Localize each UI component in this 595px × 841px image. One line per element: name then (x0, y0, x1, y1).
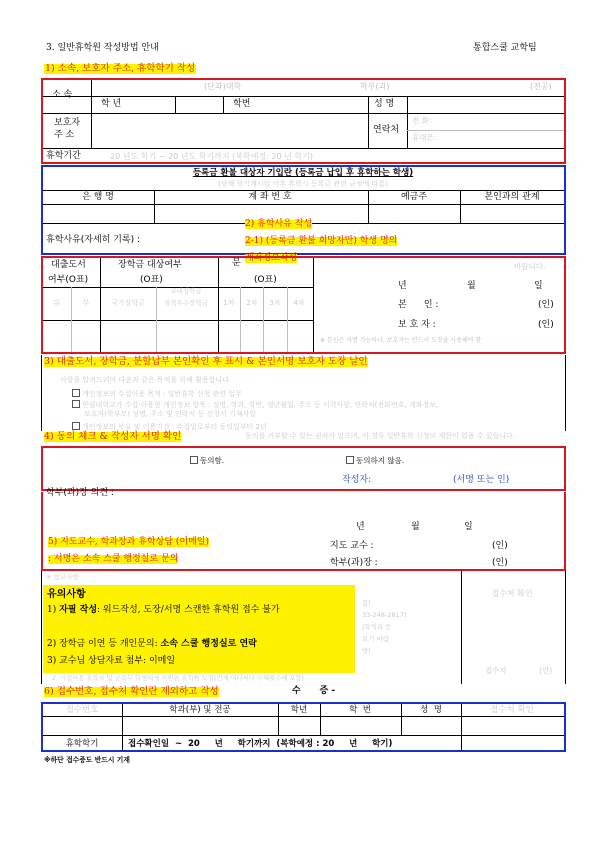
section-4-heading: 4) 동의 체크 & 작성자 서명 확인 (44, 431, 182, 442)
disagree-option[interactable]: 동의하지 않음. (346, 456, 404, 465)
bank-header: 은 행 명 (82, 192, 114, 202)
receipt-term-text[interactable]: 접수확인일 ~ 20 년 학기까지 (복학예정 : 20 년 학기) (128, 739, 393, 749)
footer-note: ※하단 접수증도 반드시 기재 (44, 756, 130, 764)
guardian-seal[interactable]: (인) (538, 320, 554, 330)
callout-2-line1: 2) 휴학사유 작성 (245, 219, 313, 229)
privacy-item-4: 개인정보의 보유 및 이용기간 : 수집일로부터 동의일부터 2년 (72, 422, 267, 431)
page-title: 3. 일반휴학원 작성방법 안내 (46, 43, 159, 53)
refund-title: 등록금 환불 대상자 기입란 (등록금 납입 후 휴학하는 학생) (192, 168, 414, 178)
receipt-year-header: 학년 (290, 705, 308, 715)
writer-signature[interactable]: (서명 또는 인) (453, 475, 510, 485)
callout-2-line2: 2-1) (등록금 환불 희망자만) 학생 명의 (245, 236, 398, 246)
guardian-label-1: 보호자 (54, 118, 81, 128)
name-field[interactable] (408, 97, 563, 112)
notice-item-2: 2) 장학금 이연 등 개인문의: 소속 스쿨 행정실로 연락 (47, 639, 257, 649)
callout-2-line3: 계좌정보작성 (245, 253, 298, 263)
student-id-label: 학번 (233, 99, 251, 109)
section-5-line2: : 서명은 소속 스쿨 행정실로 문의 (48, 554, 179, 564)
receipt-name-field[interactable] (402, 717, 460, 734)
privacy-item-3: 보호자(학부모) 성명, 주소 및 연락처 등 신청서 기재사항 (84, 410, 257, 418)
bg-note-5: 방) (362, 647, 371, 655)
dean-label: 학부(과)장 : (330, 558, 378, 568)
self-seal[interactable]: (인) (538, 300, 554, 310)
scholarship-header: 장학금 대상여부 (118, 260, 182, 270)
bg-note-1: 합) (362, 599, 371, 607)
relation-field[interactable] (461, 205, 563, 222)
contact-label: 연락처 (373, 125, 400, 135)
loan-yes-cell[interactable]: 유 (53, 299, 61, 307)
s5-date-day: 일 (464, 522, 473, 532)
date-day: 일 (534, 281, 543, 291)
reason-label: 휴학사유(자세히 기록) : (46, 235, 141, 245)
receipt-id-header: 학 번 (349, 705, 371, 715)
team-name: 통합스쿨 교학팀 (473, 43, 537, 53)
installment-1-cell[interactable]: 1차 (223, 299, 235, 307)
campus-scholarship-cell[interactable]: 교내장학금 (170, 287, 202, 295)
notice-title: 유의사항 (47, 589, 86, 600)
installment-3-cell[interactable]: 3차 (269, 299, 281, 307)
bg-note-4: 보기 바람 (362, 635, 390, 643)
section-5-line1: 5) 지도교수, 학과장과 휴학상담 (이메일) (48, 537, 209, 547)
installment-header: 분 (232, 258, 241, 268)
advisor-seal[interactable]: (인) (492, 541, 508, 551)
dean-opinion-field[interactable] (140, 487, 540, 507)
section-3-heading: 3) 대출도서, 장학금, 분할납부 본인확인 후 표시 & 본인서명 보호자 도장 날인 (44, 356, 368, 367)
term-label: 휴학기간 (46, 151, 81, 161)
refund-subtitle: (당해 학기개시일 이후 휴학시 등록금 관련 규정에 따름) (218, 180, 388, 188)
student-id-field[interactable] (262, 97, 366, 112)
privacy-tail: 동의를 거부할 수 있는 권리가 있으며, 이 경우 일반휴학 신청의 제한이 있을 수 있습니다. (245, 432, 516, 440)
holder-field[interactable] (369, 205, 459, 222)
installment-subheader: (O표) (254, 275, 277, 285)
scholarship-subheader: (O표) (140, 275, 163, 285)
disagree-checkbox[interactable] (346, 456, 354, 464)
department-field[interactable]: 학부(과) (360, 82, 390, 91)
account-header: 계 좌 번 호 (248, 192, 292, 202)
receipt-check-title: 접수처 확인 (491, 589, 533, 598)
bg-note-2: 33-248-2817) (362, 611, 407, 619)
relation-header: 본인과의 관계 (484, 192, 540, 202)
receipt-number-header: 접수번호 (65, 705, 99, 715)
merit-scholarship-cell[interactable]: 성적우수장학금 (164, 299, 208, 307)
seal-footnote: ※ 본인은 서명 가능하나, 보호자는 반드시 도장을 사용해야 함 (320, 337, 482, 344)
receipt-word: 수 증 - (292, 686, 336, 696)
year-field[interactable] (176, 97, 222, 112)
agree-option[interactable]: 동의함. (190, 456, 224, 465)
bg-footer-note: 2. 기업이용 휴학자 및 군복무 학생에게 지원한 휴학원 보험(언제 어디서나 수혜횟수에 포함) (52, 675, 304, 682)
receipt-dept-field[interactable] (123, 717, 277, 734)
installment-2-cell[interactable]: 2차 (246, 299, 258, 307)
notice-item-1: 1) 자필 작성: 워드작성, 도장/서명 스캔한 휴학원 접수 불가 (47, 605, 280, 615)
holder-header: 예금주 (400, 192, 428, 202)
date-month: 월 (467, 281, 476, 291)
receipt-check-header: 접수처 확인 (490, 705, 534, 715)
privacy-item-1: 개인정보의 수집이용 목적 : 일반휴학 신청 관련 업무 (72, 389, 242, 398)
date-year: 년 (398, 281, 407, 291)
year-label: 학 년 (101, 99, 122, 109)
receipt-dept-header: 학과(부) 및 전공 (169, 705, 231, 715)
guardian-address-field[interactable] (92, 114, 367, 147)
receiver-seal[interactable]: (인) (539, 666, 553, 675)
bg-note-3: |학적과 등 (362, 623, 392, 631)
section-6-heading: 6) 접수번호, 접수처 확인란 제외하고 작성 (44, 686, 219, 697)
notes-corner-label: ※ 참고사항 (46, 573, 79, 581)
notice-tail-text: 바랍니다. (514, 262, 546, 271)
receipt-term-label: 휴학학기 (65, 739, 99, 749)
receiver-label: 접수자 (485, 666, 507, 675)
mobile-field[interactable]: 휴대폰: (412, 133, 437, 142)
dean-opinion-label: 학부(과)장 의견 : (46, 488, 114, 498)
s5-date-month: 월 (411, 522, 420, 532)
term-field[interactable]: 20 년도 학기 ~ 20 년도 학기까지 (복학예정: 20 년 학기) (110, 152, 313, 161)
major-field[interactable]: (전공) (530, 82, 552, 91)
installment-4-cell[interactable]: 4차 (293, 299, 305, 307)
loan-no-cell[interactable]: 무 (82, 299, 90, 307)
national-scholarship-cell[interactable]: 국가장학금 (111, 299, 145, 307)
receipt-name-header: 성 명 (420, 705, 442, 715)
guardian-label-2: 주 소 (54, 130, 75, 140)
name-label: 성 명 (374, 99, 395, 109)
bank-field[interactable] (44, 205, 153, 222)
s5-date-year: 년 (356, 522, 365, 532)
affiliation-label: 소 속 (52, 90, 73, 100)
self-signature-label: 본 인 : (398, 300, 439, 310)
loan-books-header: 대출도서 (51, 260, 86, 270)
section-1-heading: 1) 소속, 보호자 주소, 휴학학기 작성 (45, 63, 196, 74)
privacy-item-2: 한림대학교가 수집·이용할 개인정보 항목 : 성명, 학과, 학번, 생년월일, 주소 등 이력사항, 연락처(전화번호, 계좌정보, (72, 400, 438, 409)
advisor-label: 지도 교수 : (330, 541, 374, 551)
guardian-signature-label: 보 호 자 : (398, 320, 436, 330)
phone-field[interactable]: 전 화: (412, 116, 432, 125)
college-field[interactable]: (단과)대학 (204, 82, 242, 91)
loan-books-subheader: 여부(O표) (48, 275, 89, 285)
receipt-year-field[interactable] (279, 717, 319, 734)
reason-field[interactable] (160, 226, 240, 252)
receipt-id-field[interactable] (321, 717, 400, 734)
dean-seal[interactable]: (인) (492, 558, 508, 568)
writer-label: 작성자: (342, 475, 372, 485)
notice-item-3: 3) 교수님 상담자료 첨부: 이메일 (47, 656, 176, 666)
privacy-intro: 사항을 알려드리며 다음과 같은 목적을 위해 활용합니다. (60, 376, 232, 384)
agree-checkbox[interactable] (190, 456, 198, 464)
